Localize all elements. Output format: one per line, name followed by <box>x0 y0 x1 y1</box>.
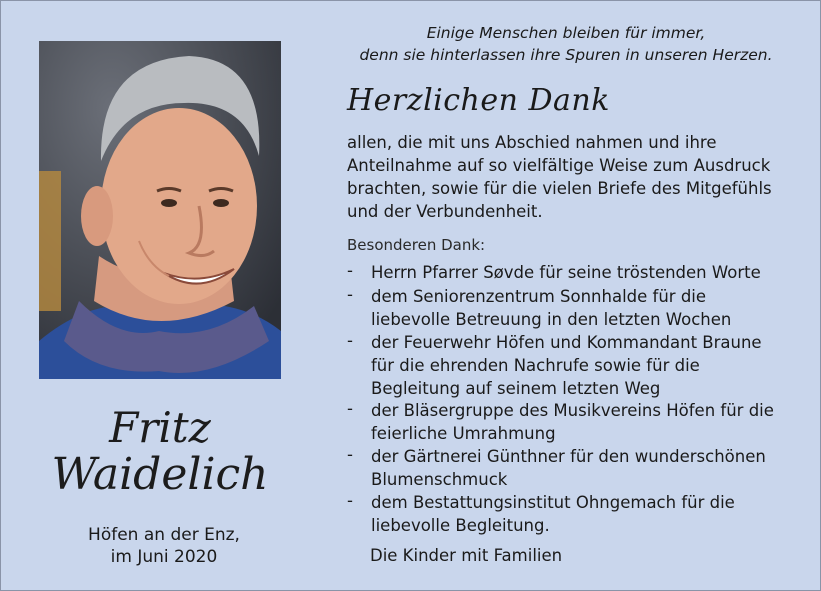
list-item-line: für die ehrenden Nachrufe sowie für die <box>371 356 700 375</box>
intro-line: brachten, sowie für die vielen Briefe des Mitgefühls <box>347 179 772 198</box>
intro-line: Anteilnahme auf so vielfältige Weise zum Ausdruck <box>347 156 771 175</box>
dash-bullet: - <box>347 261 353 280</box>
intro-line: allen, die mit uns Abschied nahmen und ihre <box>347 133 717 152</box>
intro-text <box>347 131 797 223</box>
list-item-line: Blumenschmuck <box>371 470 508 489</box>
list-item-line: dem Bestattungsinstitut Ohngemach für die <box>371 493 735 512</box>
dash-bullet: - <box>347 285 353 304</box>
portrait-photo <box>39 41 281 379</box>
quote-line-1: Einige Menschen bleiben für immer, <box>426 24 706 42</box>
portrait-image <box>39 41 281 379</box>
list-item-line: feierliche Umrahmung <box>371 424 556 443</box>
intro-line: und der Verbundenheit. <box>347 202 543 221</box>
thanks-heading: Herzlichen Dank <box>347 83 610 118</box>
list-item-line: dem Seniorenzentrum Sonnhalde für die <box>371 287 707 306</box>
list-item-line: der Feuerwehr Höfen und Kommandant Braune <box>371 333 762 352</box>
dash-bullet: - <box>347 399 353 418</box>
first-name: Fritz <box>109 403 211 452</box>
date-line: im Juni 2020 <box>110 547 218 567</box>
dash-bullet: - <box>347 331 353 350</box>
closing-signature: Die Kinder mit Familien <box>370 546 563 565</box>
list-item-line: liebevolle Betreuung in den letzten Wochen <box>371 310 732 329</box>
list-item-line: liebevolle Begleitung. <box>371 516 550 535</box>
dash-bullet: - <box>347 445 353 464</box>
list-item-line: der Gärtnerei Günthner für den wunderschönen <box>371 447 766 466</box>
list-item-line: Begleitung auf seinem letzten Weg <box>371 379 661 398</box>
special-thanks-label: Besonderen Dank: <box>347 236 486 254</box>
last-name: Waidelich <box>51 449 269 500</box>
list-item-line: Herrn Pfarrer Søvde für seine tröstenden Worte <box>371 263 761 282</box>
list-item-line: der Bläsergruppe des Musikvereins Höfen für die <box>371 401 774 420</box>
place-line: Höfen an der Enz, <box>88 525 240 545</box>
dash-bullet: - <box>347 491 353 510</box>
quote-line-2: denn sie hinterlassen ihre Spuren in unseren Herzen. <box>359 46 773 64</box>
